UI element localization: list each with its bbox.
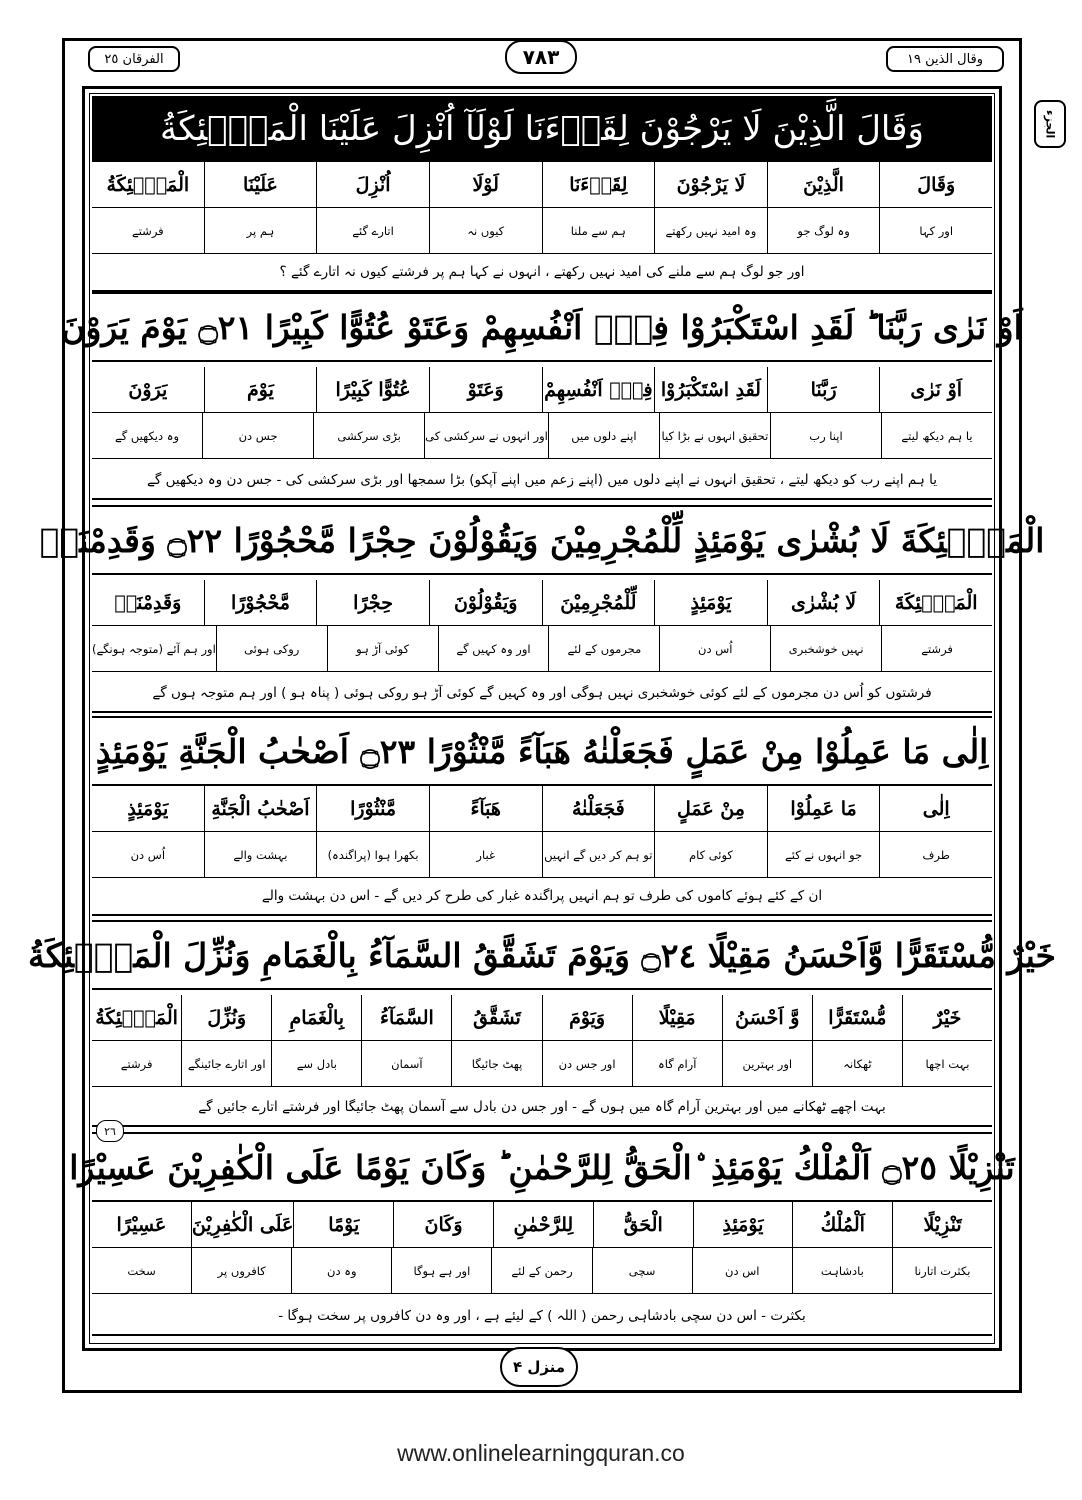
urdu-meaning-cell: اپنے دلوں میں	[548, 413, 659, 458]
arabic-word-cell: الْمَلٰۤئِكَةُ	[106, 173, 190, 196]
arabic-word-cell: لِلرَّحْمٰنِ	[493, 1202, 593, 1247]
arabic-word-cell: لِّلْمُجْرِمِیْنَ	[542, 580, 655, 625]
urdu-meanings-row	[92, 1248, 992, 1294]
urdu-meaning-cell: بکثرت اتارنا	[892, 1248, 992, 1293]
arabic-word-cell: بِالْغَمَامِ	[271, 995, 361, 1040]
arabic-word-cell: وَكَانَ	[393, 1202, 493, 1247]
arabic-word-cell: لَقَدِ اسْتَكْبَرُوْا	[654, 367, 767, 412]
urdu-translation-line: ان کے کئے ہوئے کاموں کی طرف تو ہم انہیں پراگندہ غبار کی طرح کر دیں گے - اس دن بہشت والے	[92, 878, 992, 916]
juz-side-tag: الجزء	[1034, 100, 1066, 148]
urdu-meaning-cell: بادل سے	[271, 1041, 361, 1086]
ayah-line: تَنْزِیْلًا ۝٢٥ اَلْمُلْكُ یَوْمَئِذِ ۨالْحَقُّ لِلرَّحْمٰنِ ؕ وَكَانَ یَوْمًا عَلَى الْكٰفِرِیْنَ عَسِیْرًا	[92, 1132, 992, 1202]
urdu-meaning-cell: اور انہوں نے سرکشی کی	[424, 413, 548, 458]
urdu-translation-line: فرشتوں کو اُس دن مجرموں کے لئے کوئی خوشخبری نہیں ہوگی اور وہ کہیں گے کوئی آڑ ہو روکی ہوئی ( پناہ ہو ) اور ہم متوجہ ہوں گے	[92, 675, 992, 713]
urdu-meaning-cell: وہ دیکھیں گے	[115, 428, 180, 443]
arabic-word-cell: الْحَقُّ	[593, 1202, 693, 1247]
arabic-words-row	[92, 1202, 992, 1248]
arabic-word-cell: وَیَقُوْلُوْنَ	[429, 580, 542, 625]
page-number: ٧٨٣	[505, 40, 577, 74]
urdu-meaning-cell: تحقیق انہوں نے بڑا کیا	[659, 413, 770, 458]
urdu-meaning-cell: بہشت والے	[204, 832, 317, 877]
urdu-meanings-row	[92, 208, 992, 254]
urdu-translation-line: بکثرت - اس دن سچی بادشاہی رحمن ( اللہ ) کے لیئے ہے ، اور وہ دن کافروں پر سخت ہوگا -	[92, 1298, 992, 1336]
arabic-word-cell: اَصْحٰبُ الْجَنَّةِ	[204, 786, 317, 831]
urdu-meanings-row	[92, 626, 992, 672]
urdu-meaning-cell: آرام گاہ	[632, 1041, 722, 1086]
arabic-word-cell: مَّحْجُوْرًا	[204, 580, 317, 625]
urdu-meaning-cell: ہم پر	[204, 208, 317, 253]
arabic-word-cell: هَبَآءً	[429, 786, 542, 831]
urdu-meaning-cell: فرشتے	[881, 626, 992, 671]
arabic-word-cell: الَّذِيْنَ	[767, 162, 880, 207]
urdu-meaning-cell: کوئی آڑ ہو	[327, 626, 438, 671]
urdu-meaning-cell: اپنا رب	[770, 413, 881, 458]
urdu-meaning-cell: ٹھکانہ	[812, 1041, 902, 1086]
arabic-word-cell: یَرَوْنَ	[128, 378, 168, 401]
arabic-word-cell: تَنْزِیْلًا	[892, 1202, 992, 1247]
manzil-badge: منزل ۴	[500, 1347, 578, 1387]
arabic-word-cell: رَبَّنَا	[767, 367, 880, 412]
arabic-word-cell: وَیَوْمَ	[542, 995, 632, 1040]
urdu-meaning-cell: وہ دن	[291, 1248, 391, 1293]
urdu-translation-line: اور جو لوگ ہم سے ملنے کی امید نہیں رکھتے ، انہوں نے کہا ہم پر فرشتے کیوں نہ اتارے گئے ؟	[92, 254, 992, 292]
arabic-word-cell: وَّ اَحْسَنُ	[722, 995, 812, 1040]
arabic-word-cell: عَلَى الْكٰفِرِیْنَ	[191, 1202, 294, 1247]
arabic-word-cell: اَلْمُلْكُ	[792, 1202, 892, 1247]
urdu-meanings-row	[92, 832, 992, 878]
urdu-meaning-cell: اور جس دن	[542, 1041, 632, 1086]
urdu-meaning-cell: نہیں خوشخبری	[770, 626, 881, 671]
arabic-word-cell: لَوْلَا	[429, 162, 542, 207]
urdu-meaning-cell: طرف	[879, 832, 992, 877]
urdu-meaning-cell: فرشتے	[120, 1056, 153, 1071]
urdu-meaning-cell: مجرموں کے لئے	[548, 626, 659, 671]
arabic-word-cell: مَّنْثُوْرًا	[316, 786, 429, 831]
urdu-meaning-cell: سچی	[592, 1248, 692, 1293]
arabic-word-cell: الْمَلٰۤئِكَةَ	[879, 580, 992, 625]
arabic-words-row	[92, 367, 992, 413]
urdu-meaning-cell: اُس دن	[659, 626, 770, 671]
arabic-word-cell: فَجَعَلْنٰهُ	[542, 786, 655, 831]
arabic-word-cell: لِقَاۤءَنَا	[542, 162, 655, 207]
arabic-word-cell: حِجْرًا	[316, 580, 429, 625]
arabic-word-cell: یَوْمَ	[204, 367, 317, 412]
urdu-meaning-cell: پھٹ جائیگا	[451, 1041, 541, 1086]
arabic-word-cell: لَا يَرْجُوْنَ	[654, 162, 767, 207]
ayah-banner: وَقَالَ الَّذِيْنَ لَا يَرْجُوْنَ لِقَاۤءَنَا لَوْلَآ اُنْزِلَ عَلَيْنَا الْمَلٰۤئِكَةُ	[92, 96, 992, 162]
urdu-meaning-cell: اور وہ کہیں گے	[438, 626, 549, 671]
urdu-meaning-cell: اور ہم آئے (متوجہ ہونگے)	[91, 641, 216, 656]
urdu-meaning-cell: کوئی کام	[654, 832, 767, 877]
urdu-meaning-cell: فرشتے	[131, 223, 164, 238]
arabic-word-cell: مَا عَمِلُوْا	[767, 786, 880, 831]
ayah-line: الْمَلٰۤئِكَةَ لَا بُشْرٰى یَوْمَئِذٍ لِّلْمُجْرِمِیْنَ وَیَقُوْلُوْنَ حِجْرًا مَّحْجُوْرًا ۝٢٢ وَقَدِمْنَاۤ	[92, 505, 992, 575]
arabic-word-cell: الْمَلٰۤئِكَةُ	[95, 1006, 178, 1029]
urdu-meaning-cell: اتارے گئے	[316, 208, 429, 253]
urdu-meaning-cell: بڑی سرکشی	[313, 413, 424, 458]
arabic-word-cell: مُّسْتَقَرًّا	[812, 995, 902, 1040]
arabic-word-cell: فِیْۤ اَنْفُسِهِمْ	[542, 367, 655, 412]
para-name-label: وقال الذين ١٩	[886, 46, 1004, 72]
arabic-word-cell: اَوْ نَرٰى	[879, 367, 992, 412]
arabic-word-cell: خَیْرٌ	[902, 995, 992, 1040]
urdu-meaning-cell: روکی ہوئی	[216, 626, 327, 671]
arabic-words-row	[92, 995, 992, 1041]
urdu-meaning-cell: وہ امید نہیں رکھتے	[654, 208, 767, 253]
arabic-word-cell: لَا بُشْرٰى	[767, 580, 880, 625]
arabic-word-cell: عَلَيْنَا	[204, 162, 317, 207]
urdu-translation-line: یا ہم اپنے رب کو دیکھ لیتے ، تحقیق انہوں نے اپنے دلوں میں (اپنے زعم میں اپنے آپکو) بڑا سمجھا اور بڑی سرکشی کی - جس دن وہ دیکھیں گے	[92, 462, 992, 500]
arabic-word-cell: عُتُوًّا كَبِیْرًا	[316, 367, 429, 412]
arabic-words-row	[92, 580, 992, 626]
urdu-meaning-cell: سخت	[127, 1263, 156, 1278]
urdu-meaning-cell: ہم سے ملنا	[542, 208, 655, 253]
urdu-meaning-cell: رحمن کے لئے	[491, 1248, 591, 1293]
arabic-word-cell: وَقَالَ	[879, 162, 992, 207]
arabic-word-cell: السَّمَآءُ	[361, 995, 451, 1040]
urdu-meaning-cell: یا ہم دیکھ لیتے	[881, 413, 992, 458]
urdu-meaning-cell: اس دن	[692, 1248, 792, 1293]
arabic-word-cell: وَعَتَوْ	[429, 367, 542, 412]
urdu-meaning-cell: غبار	[429, 832, 542, 877]
urdu-translation-line: بہت اچھے ٹھکانے میں اور بہترین آرام گاہ میں ہوں گے - اور جس دن بادل سے آسمان پھٹ جائیگا اور فرشتے اتارے جائیں گے	[92, 1089, 992, 1127]
urdu-meaning-cell: اور بہترین	[722, 1041, 812, 1086]
ayah-line: اِلٰى مَا عَمِلُوْا مِنْ عَمَلٍ فَجَعَلْنٰهُ هَبَآءً مَّنْثُوْرًا ۝٢٣ اَصْحٰبُ الْجَنَّةِ یَوْمَئِذٍ	[92, 716, 992, 786]
arabic-word-cell: تَشَقَّقُ	[451, 995, 541, 1040]
arabic-word-cell: یَوْمَئِذٍ	[127, 797, 169, 820]
ayah-marker-26: ٢٦	[96, 1120, 124, 1142]
urdu-meaning-cell: اور ہے ہوگا	[391, 1248, 491, 1293]
ayah-line: اَوْ نَرٰى رَبَّنَا ؕ لَقَدِ اسْتَكْبَرُوْا فِیْۤ اَنْفُسِهِمْ وَعَتَوْ عُتُوًّا كَبِیْرًا ۝٢١ یَوْمَ یَرَوْنَ	[92, 292, 992, 362]
urdu-meaning-cell: کیوں نہ	[429, 208, 542, 253]
arabic-word-cell: عَسِیْرًا	[116, 1213, 167, 1236]
urdu-meaning-cell: آسمان	[361, 1041, 451, 1086]
arabic-words-row	[92, 786, 992, 832]
urdu-meanings-row	[92, 413, 992, 459]
urdu-meaning-cell: بہت اچھا	[902, 1041, 992, 1086]
urdu-meaning-cell: بادشاہت	[792, 1248, 892, 1293]
urdu-meaning-cell: کافروں پر	[191, 1248, 291, 1293]
arabic-words-row	[92, 162, 992, 208]
arabic-word-cell: مَقِیْلًا	[632, 995, 722, 1040]
arabic-word-cell: مِنْ عَمَلٍ	[654, 786, 767, 831]
ayah-line: خَیْرٌ مُّسْتَقَرًّا وَّاَحْسَنُ مَقِیْلًا ۝٢٤ وَیَوْمَ تَشَقَّقُ السَّمَآءُ بِالْغَمَامِ وَنُزِّلَ الْمَلٰۤئِكَةُ	[92, 920, 992, 990]
arabic-word-cell: یَوْمَئِذٍ	[654, 580, 767, 625]
arabic-word-cell: اُنْزِلَ	[316, 162, 429, 207]
urdu-meaning-cell: اور کہا	[879, 208, 992, 253]
urdu-meaning-cell: وہ لوگ جو	[767, 208, 880, 253]
urdu-meaning-cell: بکھرا ہوا (پراگندہ)	[316, 832, 429, 877]
arabic-word-cell: یَوْمًا	[293, 1202, 393, 1247]
urdu-meaning-cell: جو انہوں نے کئے	[767, 832, 880, 877]
urdu-meaning-cell: تو ہم کر دیں گے انہیں	[542, 832, 655, 877]
urdu-meaning-cell: اور اتارے جائینگے	[181, 1041, 271, 1086]
arabic-word-cell: یَوْمَئِذِ	[693, 1202, 793, 1247]
arabic-word-cell: وَنُزِّلَ	[181, 995, 271, 1040]
footer-url[interactable]: www.onlinelearningquran.co	[397, 1440, 685, 1466]
urdu-meanings-row	[92, 1041, 992, 1087]
arabic-word-cell: وَقَدِمْنَاۤ	[114, 591, 182, 614]
urdu-meaning-cell: جس دن	[202, 413, 313, 458]
urdu-meaning-cell: اُس دن	[130, 847, 166, 862]
surah-name-label: الفرقان ٢٥	[88, 46, 180, 72]
arabic-word-cell: اِلٰى	[879, 786, 992, 831]
